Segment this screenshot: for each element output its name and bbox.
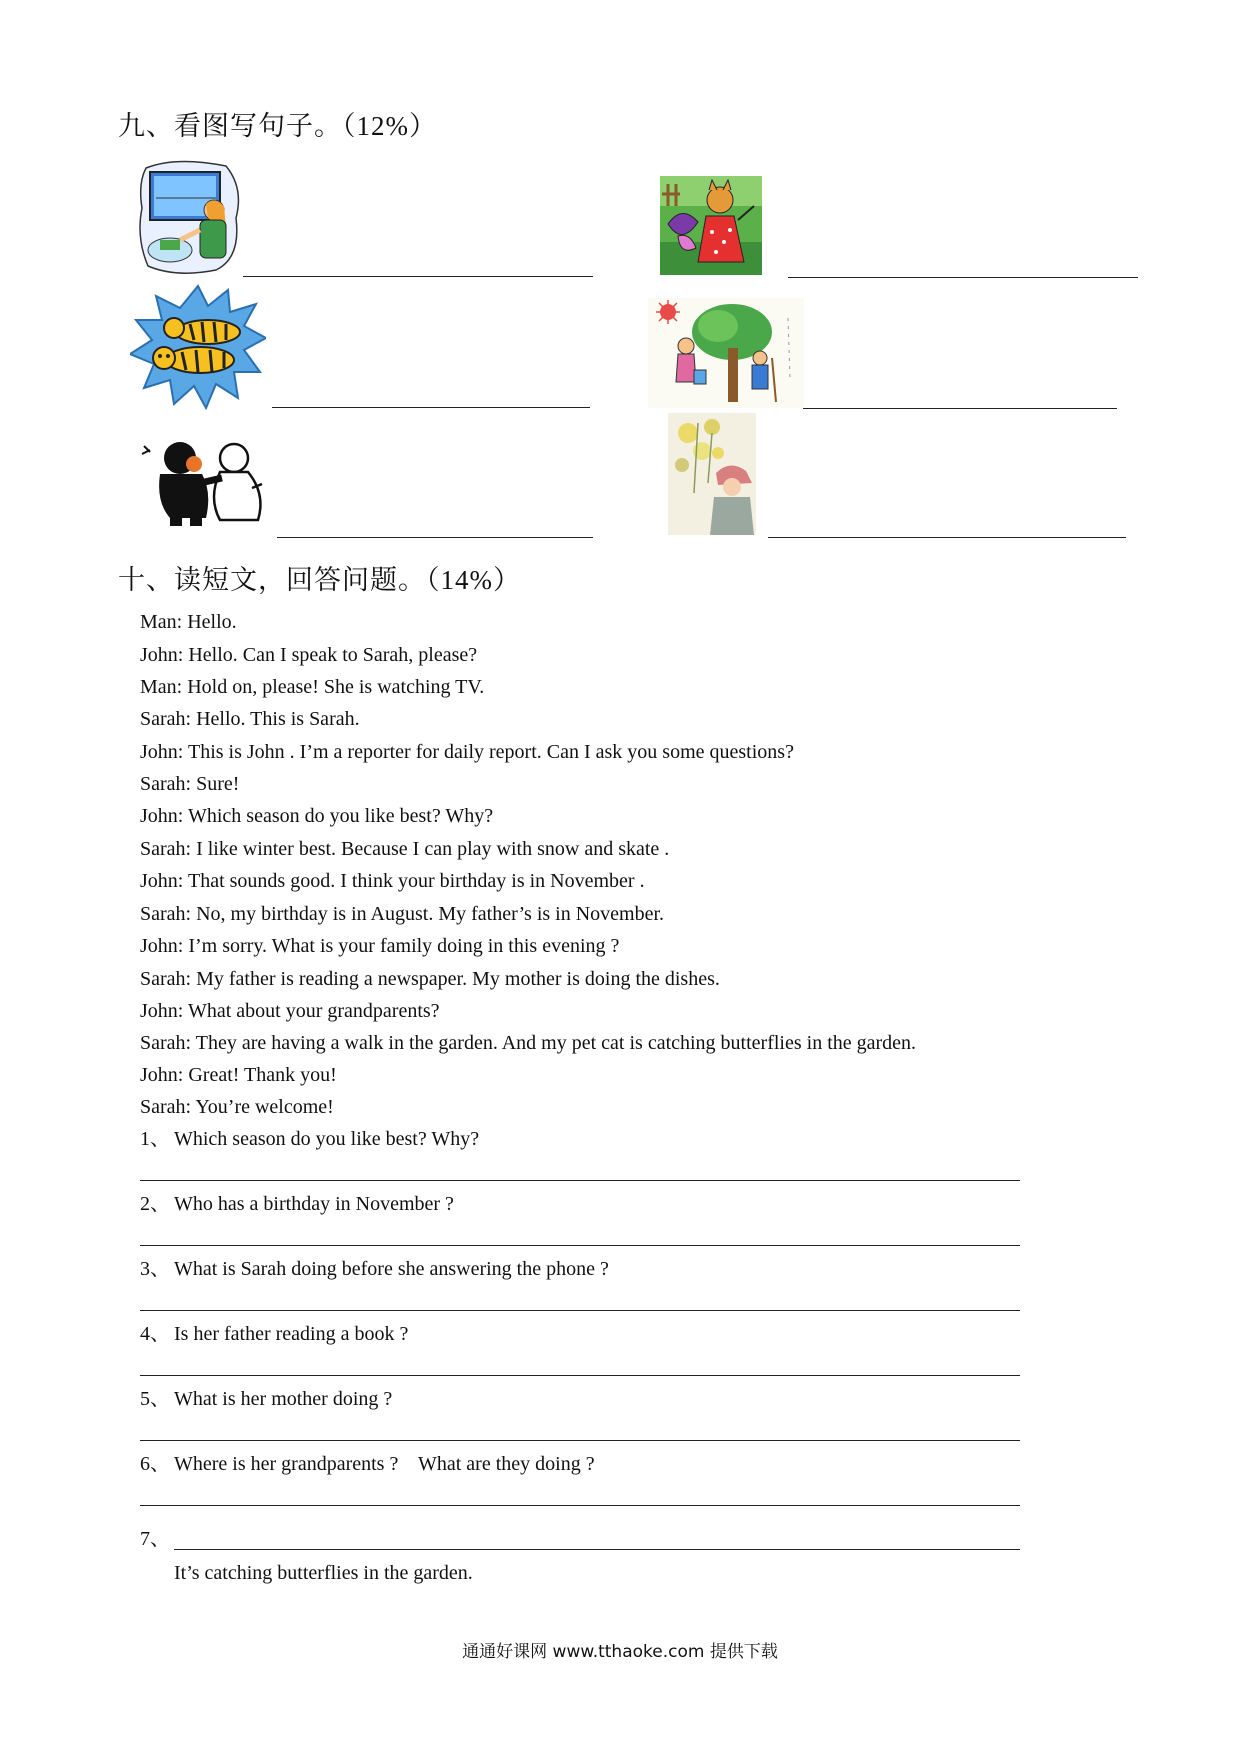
question-7-number: 7、	[140, 1528, 170, 1550]
answer-line[interactable]	[243, 276, 593, 277]
question: 4、 Is her father reading a book ?	[140, 1323, 409, 1345]
girl-washing-hands-picture	[136, 158, 244, 276]
dialogue-line: Sarah: You’re welcome!	[140, 1096, 334, 1118]
girl-picking-flowers-picture	[668, 413, 756, 535]
question: 2、 Who has a birthday in November ?	[140, 1193, 454, 1215]
dialogue-line: John: Great! Thank you!	[140, 1064, 337, 1086]
dialogue-line: Man: Hello.	[140, 611, 237, 633]
answer-line[interactable]	[803, 408, 1117, 409]
answer-line[interactable]	[277, 537, 593, 538]
section10-title: 十、读短文，回答问题。（14%）	[118, 565, 521, 595]
footer: 通通好课网 www.tthaoke.com 提供下载	[462, 1642, 778, 1662]
dialogue-line: Man: Hold on, please! She is watching TV.	[140, 676, 485, 698]
dialogue-line: John: I’m sorry. What is your family doing in this evening ?	[140, 935, 620, 957]
question-7-answer: It’s catching butterflies in the garden.	[174, 1562, 473, 1584]
dialogue-line: Sarah: My father is reading a newspaper. My mother is doing the dishes.	[140, 968, 720, 990]
answer-line[interactable]	[140, 1375, 1020, 1376]
section9-title: 九、看图写句子。（12%）	[118, 111, 437, 141]
dialogue-line: John: Which season do you like best? Why?	[140, 805, 494, 827]
cat-girl-with-butterfly-picture	[660, 176, 762, 275]
answer-line[interactable]	[140, 1440, 1020, 1441]
question: 5、 What is her mother doing ?	[140, 1388, 393, 1410]
question: 1、 Which season do you like best? Why?	[140, 1128, 480, 1150]
children-planting-tree-picture	[648, 298, 804, 408]
question: 3、 What is Sarah doing before she answering the phone ?	[140, 1258, 609, 1280]
dialogue-line: Sarah: Hello. This is Sarah.	[140, 708, 360, 730]
answer-line[interactable]	[788, 277, 1138, 278]
answer-line[interactable]	[140, 1505, 1020, 1506]
answer-line[interactable]	[140, 1310, 1020, 1311]
answer-line[interactable]	[768, 537, 1126, 538]
question-7-line[interactable]	[174, 1549, 1020, 1550]
dialogue-line: Sarah: Sure!	[140, 773, 240, 795]
dialogue-line: John: What about your grandparents?	[140, 1000, 440, 1022]
child-making-snowman-picture	[136, 438, 266, 530]
dialogue-line: Sarah: No, my birthday is in August. My father’s is in November.	[140, 903, 665, 925]
dialogue-line: Sarah: They are having a walk in the garden. And my pet cat is catching butterflies in the garden.	[140, 1032, 917, 1054]
answer-line[interactable]	[140, 1245, 1020, 1246]
dialogue-line: John: This is John . I’m a reporter for daily report. Can I ask you some questions?	[140, 741, 794, 763]
answer-line[interactable]	[140, 1180, 1020, 1181]
fighting-tigers-picture	[130, 284, 266, 410]
question: 6、 Where is her grandparents ? What are they doing ?	[140, 1453, 595, 1475]
dialogue-line: John: That sounds good. I think your birthday is in November .	[140, 870, 645, 892]
answer-line[interactable]	[272, 407, 590, 408]
dialogue-line: Sarah: I like winter best. Because I can play with snow and skate .	[140, 838, 670, 860]
dialogue-line: John: Hello. Can I speak to Sarah, please?	[140, 644, 478, 666]
